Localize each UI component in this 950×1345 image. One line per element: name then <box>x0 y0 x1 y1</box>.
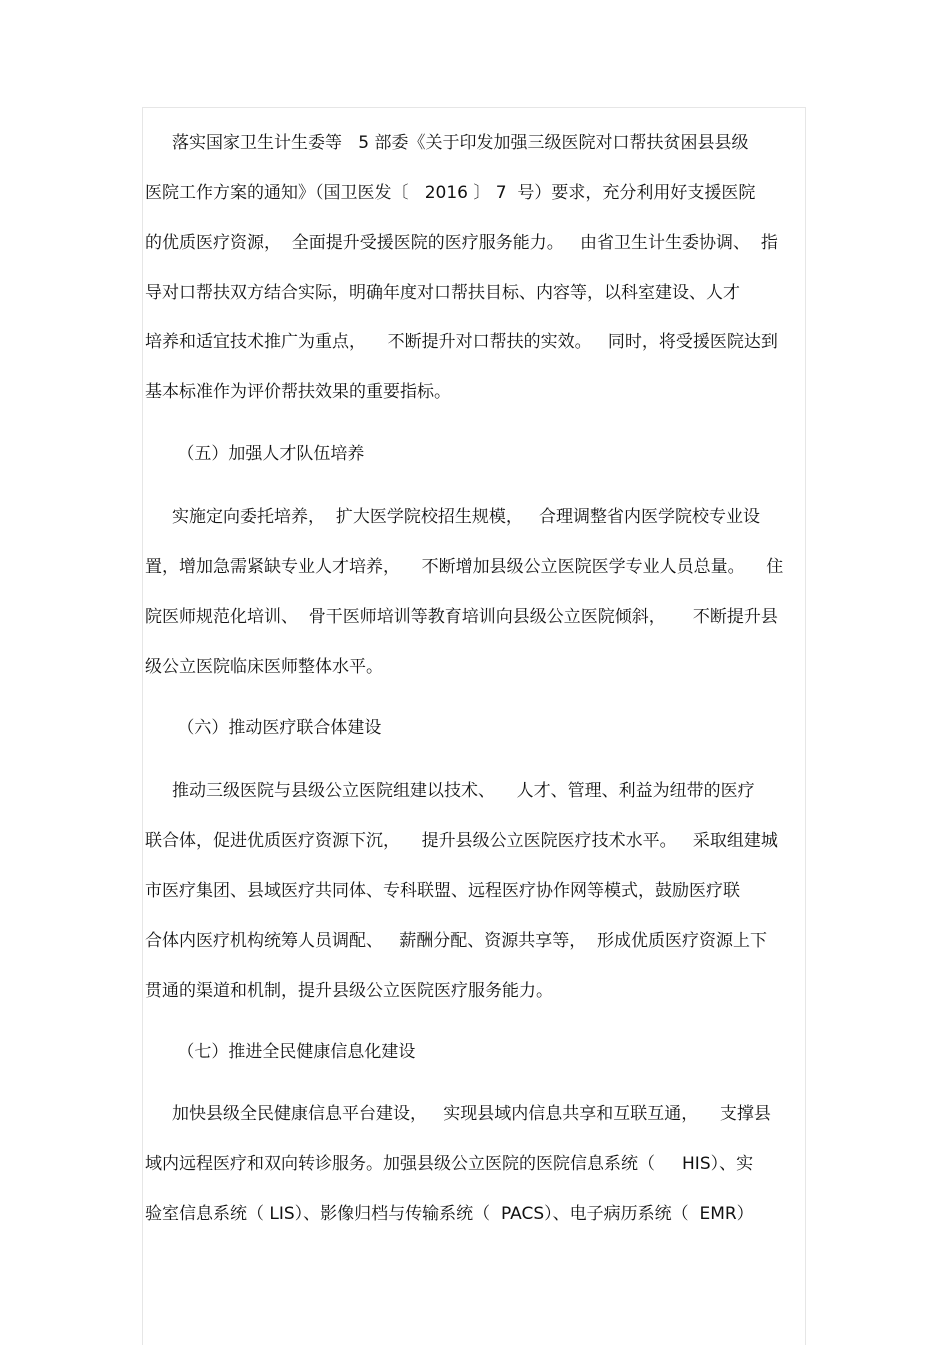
section-heading: （七）推进全民健康信息化建设 <box>145 1042 416 1062</box>
paragraph-line: 级公立医院临床医师整体水平。 <box>145 657 383 677</box>
paragraph-line: 合体内医疗机构统筹人员调配、 薪酬分配、资源共享等， 形成优质医疗资源上下 <box>145 931 768 951</box>
paragraph-line: 实施定向委托培养， 扩大医学院校招生规模， 合理调整省内医学院校专业设 <box>145 507 761 527</box>
paragraph-line: 置，增加急需紧缺专业人才培养， 不断增加县级公立医院医学专业人员总量。 住 <box>145 557 784 577</box>
paragraph-line: 基本标准作为评价帮扶效果的重要指标。 <box>145 382 451 402</box>
section-heading: （五）加强人才队伍培养 <box>145 444 365 464</box>
paragraph-line: 联合体，促进优质医疗资源下沉， 提升县级公立医院医疗技术水平。 采取组建城 <box>145 831 778 851</box>
paragraph-line: 推动三级医院与县级公立医院组建以技术、 人才、管理、利益为纽带的医疗 <box>145 781 755 801</box>
paragraph-line: 导对口帮扶双方结合实际，明确年度对口帮扶目标、内容等，以科室建设、人才 <box>145 283 740 303</box>
paragraph-line: 加快县级全民健康信息平台建设， 实现县域内信息共享和互联互通， 支撑县 <box>145 1104 771 1124</box>
paragraph-line: 贯通的渠道和机制，提升县级公立医院医疗服务能力。 <box>145 981 553 1001</box>
paragraph-line: 市医疗集团、县域医疗共同体、专科联盟、远程医疗协作网等模式，鼓励医疗联 <box>145 881 740 901</box>
paragraph-line: 培养和适宜技术推广为重点， 不断提升对口帮扶的实效。 同时，将受援医院达到 <box>145 332 778 352</box>
paragraph-line: 落实国家卫生计生委等 5 部委《关于印发加强三级医院对口帮扶贫困县县级 <box>145 133 749 153</box>
paragraph-line: 院医师规范化培训、 骨干医师培训等教育培训向县级公立医院倾斜， 不断提升县 <box>145 607 778 627</box>
paragraph-line: 域内远程医疗和双向转诊服务。加强县级公立医院的医院信息系统（ HIS）、实 <box>145 1154 754 1174</box>
paragraph-line: 医院工作方案的通知》（国卫医发〔 2016 〕 7 号）要求，充分利用好支援医院 <box>145 183 756 203</box>
paragraph-line: 验室信息系统（ LIS）、影像归档与传输系统（ PACS）、电子病历系统（ EMR） <box>145 1204 754 1224</box>
paragraph-line: 的优质医疗资源， 全面提升受援医院的医疗服务能力。 由省卫生计生委协调、 指 <box>145 233 778 253</box>
section-heading: （六）推动医疗联合体建设 <box>145 718 382 738</box>
